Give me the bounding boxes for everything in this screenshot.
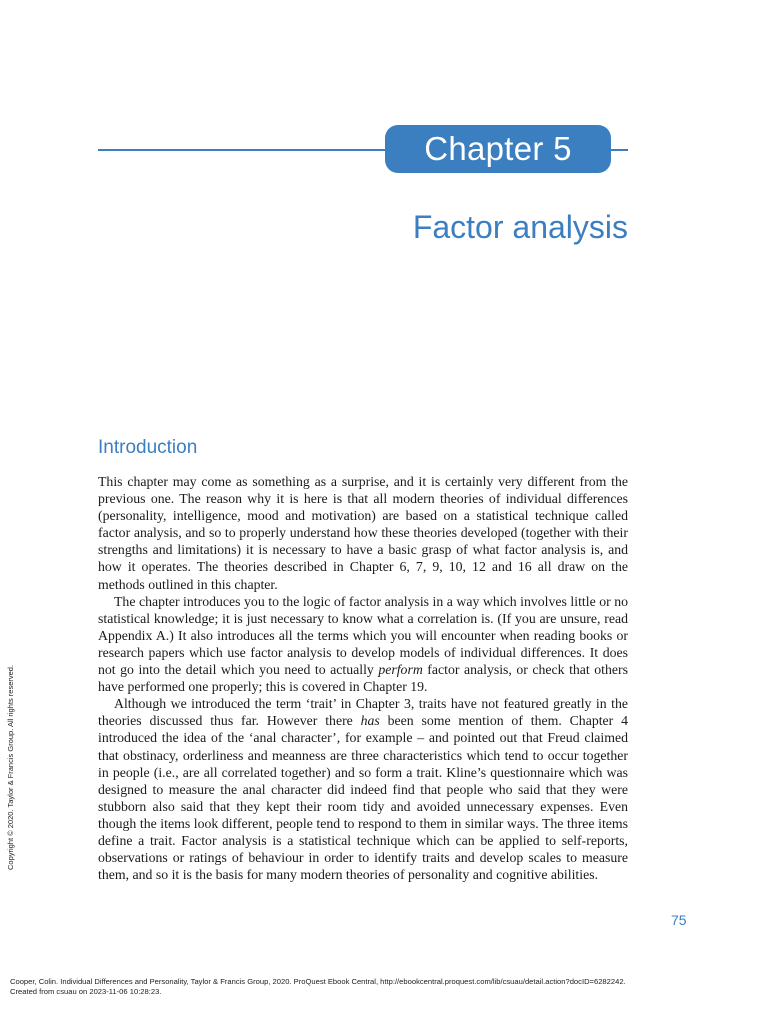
paragraph-3-text-b: been some mention of them. Chapter 4 introduced the idea of the ‘anal character’, for example – and pointed out that Freud claimed that obstinacy, orderliness and meanness are three characteristics which tend to occur together in people (i.e., are all correlated together) and so form a trait. Kline’s questionnaire which was designed to measure the anal character did indeed find that people who said that they were stubborn also said that they kept their room tidy and avoided unnecessary expenses. Even though the items look different, people tend to respond to them in similar ways. The three items define a trait. Factor analysis is a statistical technique which can be applied to self-reports, observations or ratings of behaviour in order to identify traits and develop scales to measure them, and so it is the basis for many modern theories of personality and cognitive abilities. — [98, 713, 628, 883]
paragraph-2 — [98, 593, 628, 696]
chapter-label: Chapter 5 — [385, 125, 611, 173]
emphasis-has: has — [360, 713, 380, 729]
paragraph-3 — [98, 695, 628, 883]
side-copyright: Copyright © 2020. Taylor & Francis Group. All rights reserved. — [6, 664, 15, 870]
section-heading: Introduction — [98, 437, 198, 458]
paragraph-2-text-b: factor analysis, or check that others have performed one properly; this is covered in Chapter 19. — [98, 662, 628, 695]
chapter-title: Factor analysis — [412, 209, 628, 245]
footer-created: Created from csuau on 2023-11-06 10:28:23. — [10, 987, 162, 996]
paragraph-1 — [98, 473, 628, 593]
paragraph-3-text-a: Although we introduced the term ‘trait’ in Chapter 3, traits have not featured greatly in the theories discussed thus far. However there — [98, 696, 628, 729]
footer-citation: Cooper, Colin. Individual Differences and Personality, Taylor & Francis Group, 2020. ProQuest Ebook Central, http://ebookcentral.proquest.com/lib/csuau/detail.action?docID=6282242. — [10, 977, 626, 986]
body-text — [98, 473, 628, 883]
paragraph-2-text-a: The chapter introduces you to the logic of factor analysis in a way which involves little or no statistical knowledge; it is just necessary to know what a correlation is. (If you are unsure, read Appendix A.) It also introduces all the terms which you will encounter when reading books or research papers which use factor analysis to develop models of individual differences. It does not go into the detail which you need to actually — [98, 593, 628, 678]
footer — [10, 977, 750, 997]
paragraph-1-text: This chapter may come as something as a surprise, and it is certainly very different from the previous one. The reason why it is here is that all modern theories of individual differences (personality, intelligence, mood and motivation) are based on a statistical technique called factor analysis, and so to properly understand how these theories developed (together with their strengths and limitations) it is necessary to have a basic grasp of what factor analysis is, and how it operates. The theories described in Chapter 6, 7, 9, 10, 12 and 16 all draw on the methods outlined in this chapter. — [98, 474, 628, 592]
page-number: 75 — [671, 912, 687, 928]
emphasis-perform: perform — [378, 662, 423, 678]
